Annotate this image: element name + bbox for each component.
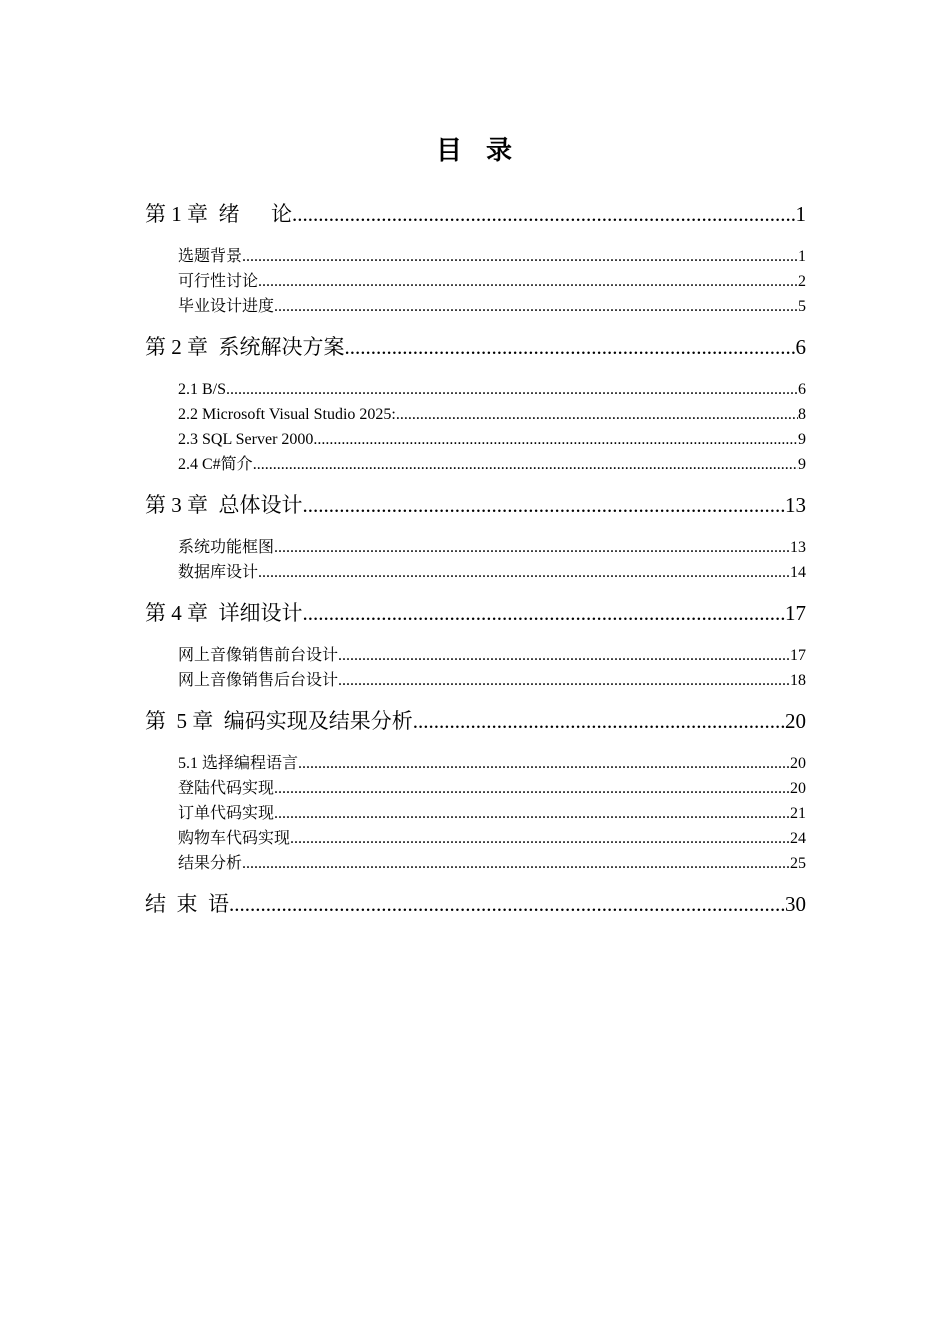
section-page-number: 9	[798, 431, 806, 448]
dot-leader	[338, 668, 790, 693]
section-label: 数据库设计	[178, 564, 259, 581]
section-label: 毕业设计进度	[178, 298, 275, 315]
toc-section[interactable]	[178, 751, 806, 776]
toc-section[interactable]	[178, 776, 806, 801]
dot-leader	[290, 826, 790, 851]
dot-leader	[258, 560, 790, 585]
section-label: 购物车代码实现	[178, 830, 291, 847]
dot-leader	[313, 427, 798, 452]
section-page-number: 21	[790, 805, 806, 822]
chapter-page-number: 20	[785, 709, 806, 733]
chapter-label: 结 束 语	[145, 892, 229, 916]
dot-leader	[242, 244, 798, 269]
dot-leader	[274, 294, 798, 319]
dot-leader	[229, 887, 785, 921]
dot-leader	[303, 596, 786, 630]
section-page-number: 13	[790, 539, 806, 556]
dot-leader	[242, 851, 790, 876]
toc-chapter-5[interactable]	[145, 704, 806, 738]
section-label: 网上音像销售前台设计	[178, 647, 339, 664]
dot-leader	[396, 402, 798, 427]
toc-chapter-4[interactable]	[145, 596, 806, 630]
section-page-number: 2	[798, 273, 806, 290]
section-page-number: 5	[798, 298, 806, 315]
section-label: 2.3 SQL Server 2000	[178, 431, 314, 448]
toc-section[interactable]	[178, 427, 806, 452]
toc-section[interactable]	[178, 377, 806, 402]
section-label: 2.1 B/S	[178, 381, 227, 398]
dot-leader	[292, 197, 796, 231]
toc-section[interactable]	[178, 244, 806, 269]
dot-leader	[258, 269, 798, 294]
dot-leader	[253, 452, 798, 477]
toc-section[interactable]	[178, 643, 806, 668]
toc-section[interactable]	[178, 801, 806, 826]
section-page-number: 8	[798, 406, 806, 423]
dot-leader	[413, 704, 785, 738]
dot-leader	[345, 330, 796, 364]
toc-section[interactable]	[178, 452, 806, 477]
section-label: 订单代码实现	[178, 805, 275, 822]
section-page-number: 25	[790, 855, 806, 872]
dot-leader	[303, 488, 786, 522]
section-label: 5.1 选择编程语言	[178, 755, 299, 772]
chapter-page-number: 6	[795, 335, 806, 359]
dot-leader	[274, 535, 790, 560]
section-page-number: 18	[790, 672, 806, 689]
section-label: 2.4 C#简介	[178, 456, 253, 473]
section-page-number: 24	[790, 830, 806, 847]
chapter-label: 第 3 章 总体设计	[145, 493, 303, 517]
dot-leader	[274, 776, 790, 801]
section-page-number: 1	[798, 248, 806, 265]
chapter-page-number: 17	[785, 601, 806, 625]
chapter-label: 第 2 章 系统解决方案	[145, 335, 345, 359]
section-label: 系统功能框图	[178, 539, 275, 556]
toc-section[interactable]	[178, 269, 806, 294]
dot-leader	[226, 377, 798, 402]
dot-leader	[298, 751, 790, 776]
toc-list	[145, 197, 806, 934]
chapter-label: 第 5 章 编码实现及结果分析	[145, 709, 413, 733]
toc-section[interactable]	[178, 668, 806, 693]
section-label: 2.2 Microsoft Visual Studio 2025:	[178, 406, 396, 423]
chapter-label: 第 4 章 详细设计	[145, 601, 303, 625]
section-page-number: 14	[790, 564, 806, 581]
toc-section[interactable]	[178, 294, 806, 319]
toc-chapter-conclusion[interactable]	[145, 887, 806, 921]
dot-leader	[338, 643, 790, 668]
section-page-number: 9	[798, 456, 806, 473]
chapter-page-number: 13	[785, 493, 806, 517]
section-page-number: 20	[790, 755, 806, 772]
dot-leader	[274, 801, 790, 826]
toc-section[interactable]	[178, 560, 806, 585]
section-label: 可行性讨论	[178, 273, 259, 290]
toc-section[interactable]	[178, 851, 806, 876]
toc-section[interactable]	[178, 402, 806, 427]
chapter-label: 第 1 章 绪 论	[145, 202, 292, 226]
section-label: 登陆代码实现	[178, 780, 275, 797]
section-page-number: 17	[790, 647, 806, 664]
section-page-number: 20	[790, 780, 806, 797]
chapter-page-number: 1	[795, 202, 806, 226]
chapter-page-number: 30	[785, 892, 806, 916]
toc-section[interactable]	[178, 535, 806, 560]
section-label: 网上音像销售后台设计	[178, 672, 339, 689]
toc-chapter-1[interactable]	[145, 197, 806, 231]
toc-title: 目 录	[435, 136, 515, 166]
section-label: 结果分析	[178, 855, 243, 872]
toc-section[interactable]	[178, 826, 806, 851]
toc-chapter-2[interactable]	[145, 330, 806, 364]
toc-chapter-3[interactable]	[145, 488, 806, 522]
section-page-number: 6	[798, 381, 806, 398]
section-label: 选题背景	[178, 248, 243, 265]
